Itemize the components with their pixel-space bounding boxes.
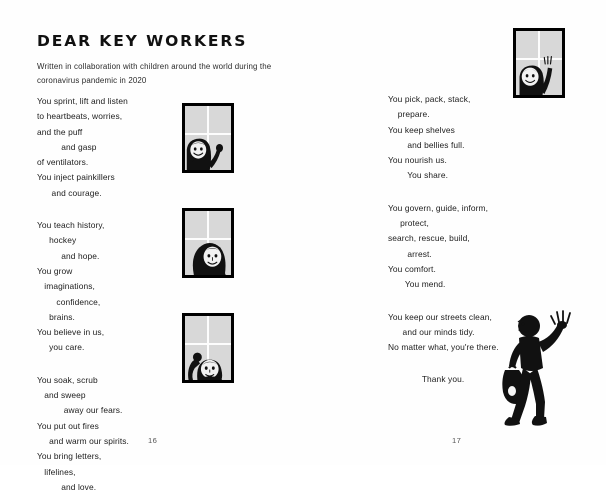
poem-stanza (37, 373, 182, 495)
poem-line: You soak, scrub (37, 374, 98, 385)
poem-line: and the puff (37, 126, 83, 137)
poem-line: imaginations, (37, 281, 95, 292)
poem-line: search, rescue, build, (388, 233, 470, 244)
poem-line: and courage. (37, 187, 102, 198)
poem-line: hockey (37, 235, 77, 246)
poem-line: You teach history, (37, 220, 105, 231)
poem-line: and love. (37, 481, 97, 492)
poem-column-left (37, 94, 182, 495)
window-pane (185, 316, 231, 380)
window-person-fist-illustration (182, 313, 234, 383)
person-raised-fist-icon (185, 316, 231, 380)
walking-person-icon (497, 304, 581, 434)
window-person-long-hair-illustration (182, 208, 234, 278)
window-pane (185, 106, 231, 170)
poem-line: You govern, guide, inform, (388, 202, 489, 213)
window-person-waving-right-illustration (513, 28, 565, 98)
poem-line: arrest. (388, 248, 432, 259)
poem-line: No matter what, you're there. (388, 342, 499, 353)
poem-line: prepare. (388, 109, 430, 120)
person-long-hair-icon (185, 211, 231, 275)
poem-line: you care. (37, 342, 85, 353)
window-person-waving-illustration (182, 103, 234, 173)
poem-line: You mend. (388, 279, 446, 290)
poem-line: and our minds tidy. (388, 326, 475, 337)
poem-stanza (388, 201, 538, 293)
poem-line: away our fears. (37, 405, 123, 416)
poem-line: and bellies full. (388, 139, 465, 150)
walking-person-with-bag-illustration (497, 304, 581, 434)
poem-line: and hope. (37, 250, 100, 261)
poem-line: protect, (388, 218, 429, 229)
page-number-right: 17 (452, 436, 462, 445)
window-pane (516, 31, 562, 95)
window-pane (185, 211, 231, 275)
poem-line: of ventilators. (37, 157, 89, 168)
poem-line: You believe in us, (37, 327, 105, 338)
poem-line: You nourish us. (388, 155, 447, 166)
poem-line: and sweep (37, 390, 86, 401)
poem-line: You pick, pack, stack, (388, 94, 471, 104)
poem-line: You comfort. (388, 263, 436, 274)
page-subtitle: Written in collaboration with children around the world during the coronavirus pandemic in 2020 (37, 62, 272, 85)
poem-line: You grow (37, 265, 73, 276)
poem-line: You keep shelves (388, 124, 455, 135)
page-title: DEAR KEY WORKERS (37, 32, 248, 50)
poem-line: lifelines, (37, 466, 76, 477)
poem-line: Thank you. (388, 374, 465, 385)
person-waving-right-icon (516, 31, 562, 95)
page-number-left: 16 (148, 436, 158, 445)
person-waving-icon (185, 106, 231, 170)
poem-line: You put out fires (37, 420, 99, 431)
poem-line: and warm our spirits. (37, 435, 129, 446)
poem-stanza (37, 218, 182, 356)
poem-line: brains. (37, 311, 75, 322)
poem-stanza (388, 92, 538, 184)
poem-line: You bring letters, (37, 451, 102, 462)
poem-line: You share. (388, 170, 448, 181)
poem-line: You sprint, lift and listen (37, 96, 128, 106)
poem-line: You inject painkillers (37, 172, 115, 183)
poem-line: You keep our streets clean, (388, 311, 492, 322)
poem-line: to heartbeats, worries, (37, 111, 123, 122)
poem-line: and gasp (37, 141, 97, 152)
poem-stanza (37, 94, 182, 201)
poem-line: confidence, (37, 296, 101, 307)
